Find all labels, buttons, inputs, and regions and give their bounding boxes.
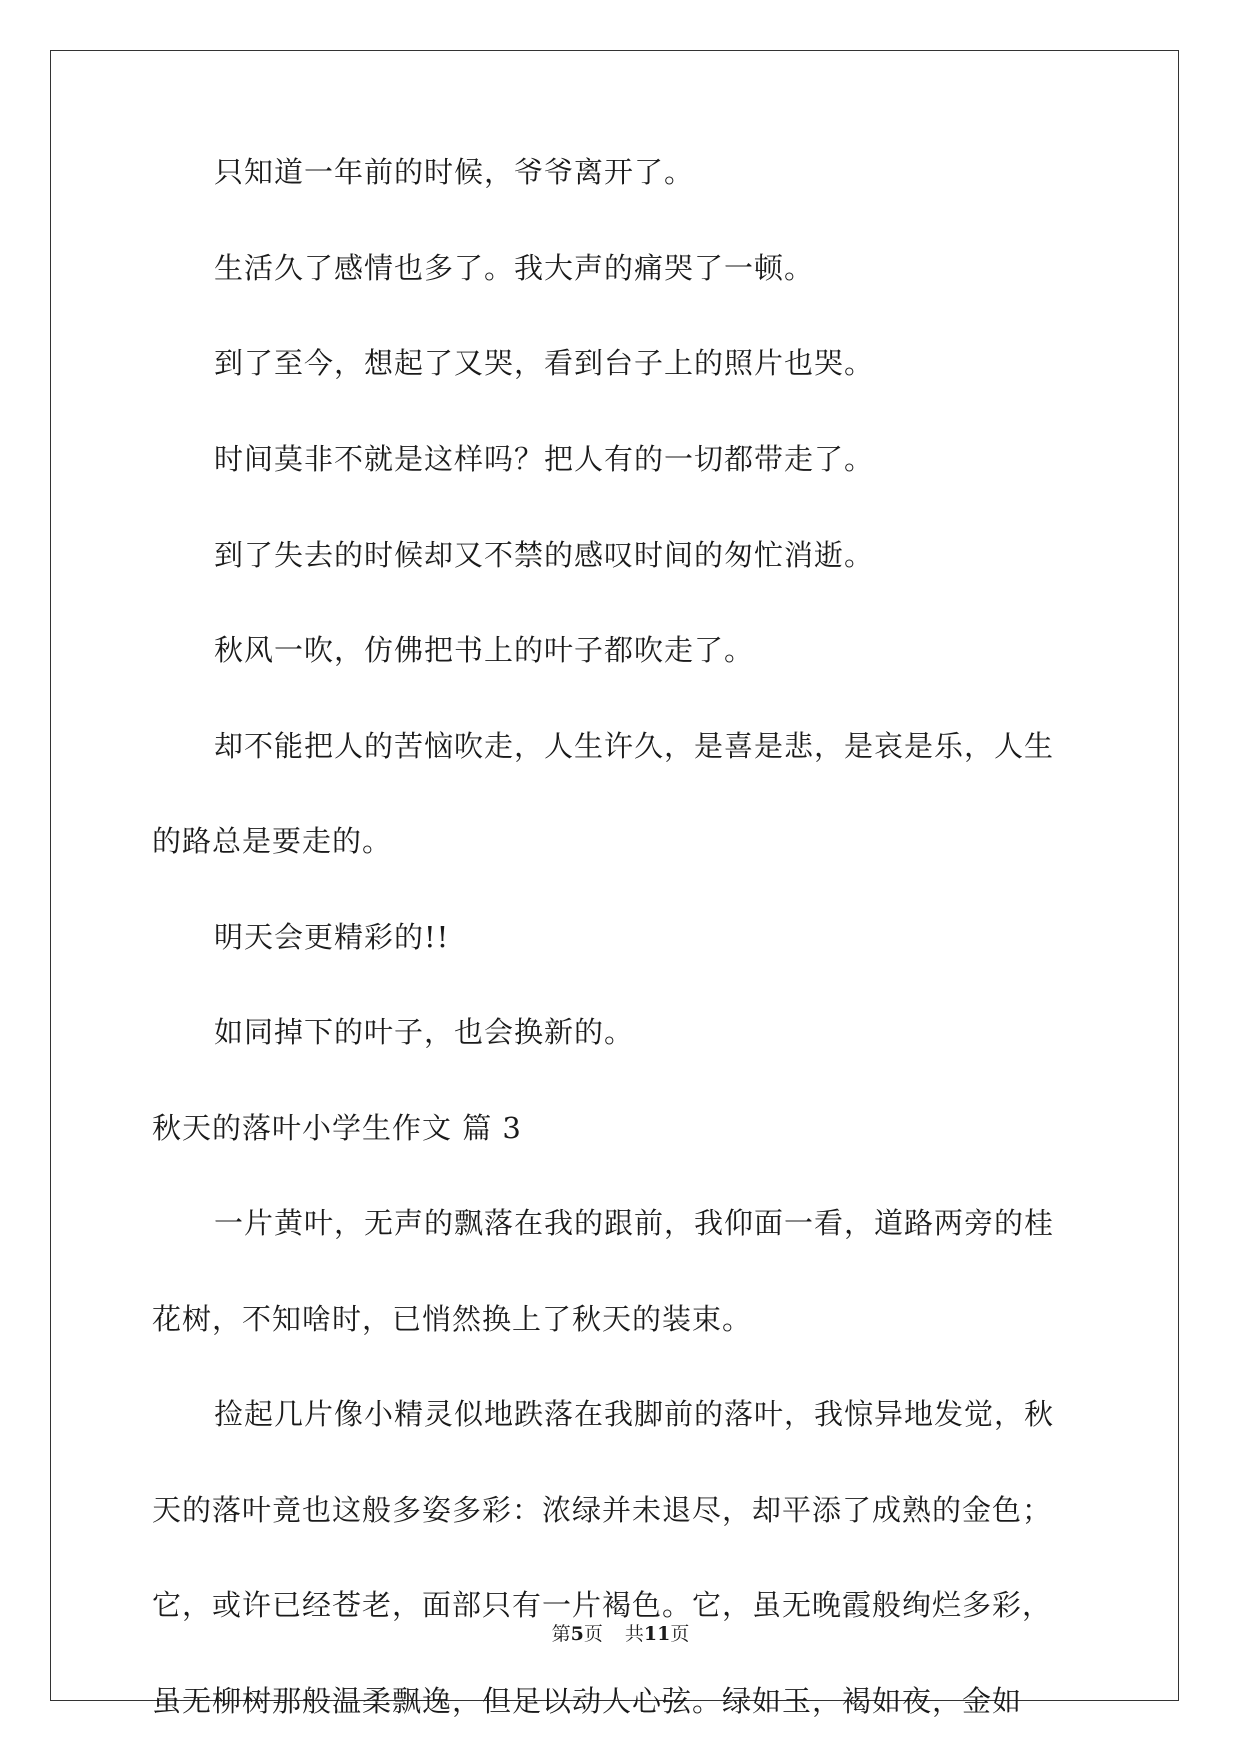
paragraph-line: 秋风一吹，仿佛把书上的叶子都吹走了。	[214, 633, 755, 667]
page-footer	[0, 1621, 1241, 1647]
paragraph-line: 捡起几片像小精灵似地跌落在我脚前的落叶，我惊异地发觉，秋	[214, 1397, 1055, 1431]
page-frame	[50, 50, 1179, 1701]
total-prefix: 共	[624, 1623, 644, 1645]
paragraph-line: 到了至今，想起了又哭，看到台子上的照片也哭。	[214, 346, 875, 380]
paragraph-line: 生活久了感情也多了。我大声的痛哭了一顿。	[214, 251, 815, 285]
paragraph-line: 它，或许已经苍老，面部只有一片褐色。它，虽无晚霞般绚烂多彩，	[152, 1588, 1053, 1622]
paragraph-line: 时间莫非不就是这样吗？把人有的一切都带走了。	[214, 442, 875, 476]
paragraph-line: 的路总是要走的。	[152, 824, 393, 858]
paragraph-line: 一片黄叶，无声的飘落在我的跟前，我仰面一看，道路两旁的桂	[214, 1206, 1055, 1240]
page-suffix: 页	[583, 1623, 603, 1645]
page-total: 11	[643, 1623, 671, 1645]
page-current: 5	[570, 1623, 584, 1645]
paragraph-line: 却不能把人的苦恼吹走，人生许久，是喜是悲，是哀是乐，人生	[214, 729, 1055, 763]
total-suffix: 页	[670, 1623, 690, 1645]
paragraph-line: 天的落叶竟也这般多姿多彩：浓绿并未退尽，却平添了成熟的金色；	[152, 1493, 1053, 1527]
paragraph-line: 如同掉下的叶子，也会换新的。	[214, 1015, 635, 1049]
paragraph-line: 明天会更精彩的!!	[214, 920, 450, 954]
paragraph-line: 到了失去的时候却又不禁的感叹时间的匆忙消逝。	[214, 538, 875, 572]
paragraph-line: 虽无柳树那般温柔飘逸，但足以动人心弦。绿如玉，褐如夜，金如	[152, 1684, 1023, 1718]
page-prefix: 第	[551, 1623, 571, 1645]
section-heading: 秋天的落叶小学生作文 篇 3	[152, 1111, 522, 1145]
paragraph-line: 只知道一年前的时候，爷爷离开了。	[214, 155, 695, 189]
paragraph-line: 花树，不知啥时，已悄然换上了秋天的装束。	[152, 1302, 753, 1336]
